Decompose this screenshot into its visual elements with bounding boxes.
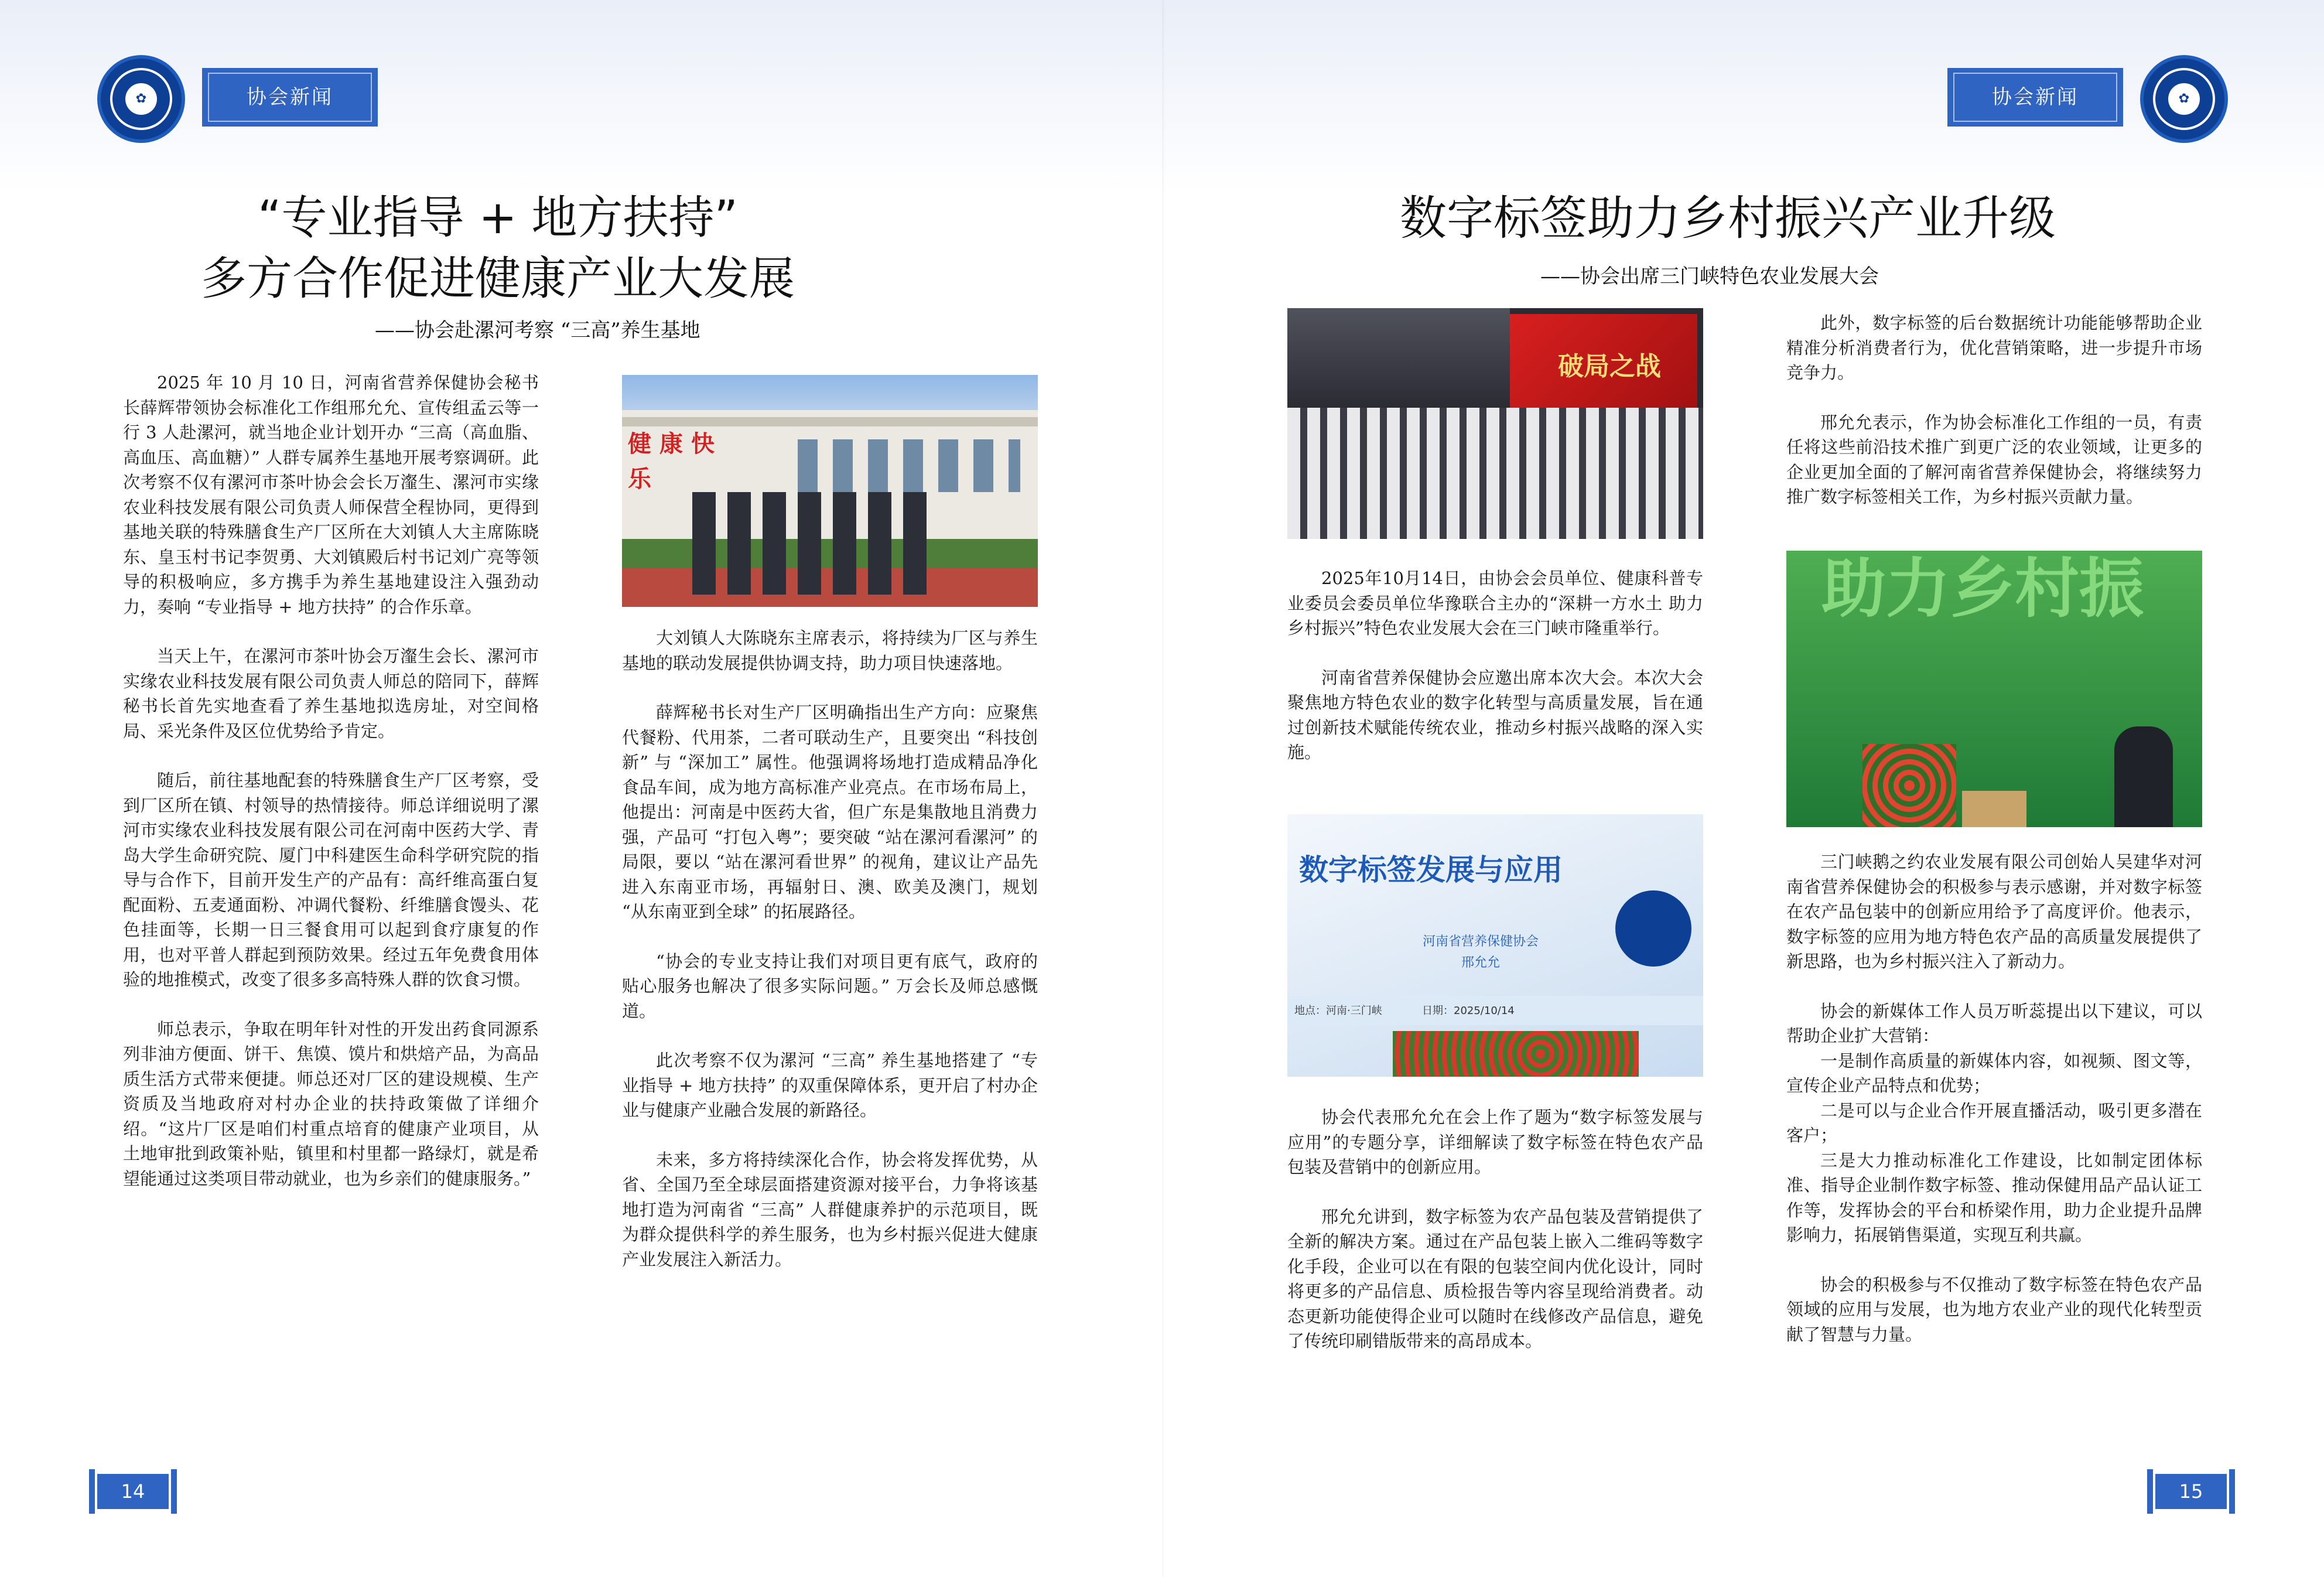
page-spine [1162, 0, 1166, 1577]
body-paragraph: 当天上午，在漯河市茶叶协会万瀣生会长、漯河市实缘农业科技发展有限公司负责人师总的陪同下，薛辉秘书长首先实地查看了养生基地拟选房址，对空间格局、采光条件及区位优势给予肯定。 [123, 646, 539, 741]
slide-place: 地点：河南·三门峡 [1294, 1005, 1382, 1017]
slide-org: 河南省营养保健协会 [1422, 934, 1539, 949]
body-paragraph: 协会的积极参与不仅推动了数字标签在特色农产品领域的应用与发展，也为地方农业产业的现代化转型贡献了智慧与力量。 [1786, 1274, 2202, 1344]
body-paragraph: 此外，数字标签的后台数据统计功能能够帮助企业精准分析消费者行为，优化营销策略，进一步提升市场竞争力。 [1786, 313, 2202, 383]
body-paragraph: 协会代表邢允允在会上作了题为“数字标签发展与应用”的专题分享，详细解读了数字标签在特色农产品包装及营销中的创新应用。 [1287, 1107, 1703, 1177]
body-paragraph: 三门峡鹅之约农业发展有限公司创始人吴建华对河南省营养保健协会的积极参与表示感谢，并对数字标签在农产品包装中的创新应用给予了高度评价。他表示，数字标签的应用为地方特色农产品的高质量发展提供了新思路，也为乡村振兴注入了新动力。 [1786, 852, 2202, 971]
left-article-column-2 [622, 626, 1044, 1296]
logo-mark-icon: ✿ [2178, 91, 2190, 106]
body-paragraph: 2025年10月14日，由协会会员单位、健康科普专业委员会委员单位华豫联合主办的“深耕一方水土 助力乡村振兴”特色农业发展大会在三门峡市隆重举行。 [1287, 568, 1703, 638]
flower-arrangement [1862, 744, 1956, 827]
logo-mark-icon: ✿ [135, 91, 147, 106]
people-group [692, 492, 938, 595]
left-title-line2: 多方合作促进健康产业大发展 [200, 252, 795, 305]
body-paragraph: 邢允允讲到，数字标签为农产品包装及营销提供了全新的解决方案。通过在产品包装上嵌入二维码等数字化手段，企业可以在有限的包装空间内优化设计，同时将更多的产品信息、质检报告等内容呈现给消费者。动态更新功能使得企业可以随时在线修改产品信息，避免了传统印刷错版带来的高昂成本。 [1287, 1206, 1703, 1351]
stage-backdrop-text: 助力乡村振 [1821, 551, 2144, 626]
stage-flowers [1393, 1031, 1639, 1077]
slide-speaker: 邢允允 [1461, 955, 1500, 970]
page-bar [2147, 1469, 2153, 1514]
right-article-subtitle: ——协会出席三门峡特色农业发展大会 [1540, 265, 1879, 288]
photo-group-visit [622, 375, 1038, 607]
body-paragraph: 协会的新媒体工作人员万昕蕊提出以下建议，可以帮助企业扩大营销： [1786, 1001, 2202, 1046]
body-paragraph: 此次考察不仅为漯河 “三高” 养生基地搭建了 “专业指导 + 地方扶持” 的双重保障体系，更开启了村办企业与健康产业融合发展的新路径。 [622, 1050, 1038, 1120]
right-article-column-2-top [1786, 310, 2202, 534]
stage-banner: 破局之战 [1558, 351, 1661, 381]
right-article-column-2-bottom [1786, 849, 2202, 1371]
body-paragraph: 随后，前往基地配套的特殊膳食生产厂区考察，受到厂区所在镇、村领导的热情接待。师总详细说明了漯河市实缘农业科技发展有限公司在河南中医药大学、青岛大学生命研究院、厦门中科建医生命科学研究院的指导与合作下，目前开发生产的产品有：高纤维高蛋白复配面粉、五麦通面粉、冲调代餐粉、纤维膳食馒头、花色挂面等，长期一日三餐食用可以起到食疗康复的作用，也对平普人群起到预防效果。经过五年免费食用体验的地推模式，改变了很多多高特殊人群的饮食习惯。 [123, 770, 539, 989]
hall-ceiling [1287, 308, 1510, 408]
photo-speaker-stage [1786, 551, 2202, 827]
body-paragraph: 三是大力推动标准化工作建设，比如制定团体标准、指导企业制作数字标签、推动保健用品产品认证工作等，发挥协会的平台和桥梁作用，助力企业提升品牌影响力，拓展销售渠道，实现互利共赢。 [1786, 1150, 2202, 1245]
left-article-column-1 [123, 370, 539, 1216]
right-article-column-1-bottom [1287, 1105, 1703, 1378]
section-tab-right: 协会新闻 [1947, 68, 2123, 127]
body-paragraph: 2025 年 10 月 10 日，河南省营养保健协会秘书长薛辉带领协会标准化工作组邢允允、宣传组孟云等一行 3 人赴漯河，就当地企业计划开办 “三高（高血脂、高血压、高血糖）” 人群专属养生基地开展考察调研。此次考察不仅有漯河市茶叶协会会长万瀣生、漯河市实缘农业科技发展有限公司负责人师保营全程协同，更得到基地关联的特殊膳食生产厂区所在大刘镇人大主席陈晓东、皇玉村书记李贺勇、大刘镇殿后村书记刘广亮等领导的积极响应，多方携手为养生基地建设注入强劲动力，奏响 “专业指导 + 地方扶持” 的合作乐章。 [123, 373, 539, 617]
building-windows [798, 439, 1020, 492]
body-paragraph: 河南省营养保健协会应邀出席本次大会。本次大会聚焦地方特色农业的数字化转型与高质量发展，旨在通过创新技术赋能传统农业，推动乡村振兴战略的深入实施。 [1287, 667, 1703, 762]
building-cornice [622, 417, 1038, 426]
page-number-right [2147, 1469, 2235, 1514]
body-paragraph: 一是制作高质量的新媒体内容，如视频、图文等，宣传企业产品特点和优势； [1786, 1050, 2202, 1095]
section-tab-left: 协会新闻 [202, 68, 378, 127]
speaker-figure [2114, 726, 2173, 827]
right-article-title: 数字标签助力乡村振兴产业升级 [1400, 191, 2056, 245]
slide-date: 日期：2025/10/14 [1422, 1005, 1515, 1017]
wall-sign: 健 康 快 乐 [628, 431, 715, 493]
left-article-subtitle: ——协会赴漯河考察 “三高”养生基地 [375, 319, 700, 342]
body-paragraph: 二是可以与企业合作开展直播活动，吸引更多潜在客户； [1786, 1100, 2202, 1145]
photo-presentation-slide [1287, 814, 1703, 1077]
podium [1962, 791, 2026, 827]
page-number-right-text: 15 [2155, 1474, 2227, 1509]
body-paragraph: 薛辉秘书长对生产厂区明确指出生产方向：应聚焦代餐粉、代用茶，二者可联动生产，且要突出 “科技创新” 与 “深加工” 属性。他强调将场地打造成精品净化食品车间，成为地方高标准产业亮点。在市场布局上，他提出：河南是中医药大省，但广东是集散地且消费力强，产品可 “打包入粤”；要突破 “站在漯河看漯河” 的局限，要以 “站在漯河看世界” 的视角，建议让产品先进入东南亚市场，再辐射日、澳、欧美及澳门，规划 “从东南亚到全球” 的拓展路径。 [622, 702, 1044, 921]
association-logo-left [97, 55, 185, 143]
right-article-column-1-top [1287, 566, 1703, 790]
slide-logo [1615, 890, 1691, 967]
page-number-left [89, 1469, 177, 1514]
body-paragraph: 邢允允表示，作为协会标准化工作组的一员，有责任将这些前沿技术推广到更广泛的农业领域，让更多的企业更加全面的了解河南省营养保健协会，将继续努力推广数字标签相关工作，为乡村振兴贡献力量。 [1786, 412, 2202, 507]
page-bar [171, 1469, 177, 1514]
body-paragraph: “协会的专业支持让我们对项目更有底气，政府的贴心服务也解决了很多实际问题。” 万会长及师总感慨道。 [622, 951, 1038, 1021]
audience-rows [1287, 408, 1703, 539]
body-paragraph: 大刘镇人大陈晓东主席表示，将持续为厂区与养生基地的联动发展提供协调支持，助力项目快速落地。 [622, 628, 1038, 673]
page-bar [2229, 1469, 2235, 1514]
body-paragraph: 未来，多方将持续深化合作，协会将发挥优势，从省、全国乃至全球层面搭建资源对接平台，力争将该基地打造为河南省 “三高” 人群健康养护的示范项目，既为群众提供科学的养生服务，也为乡村振兴促进大健康产业发展注入新活力。 [622, 1149, 1038, 1269]
slide-title: 数字标签发展与应用 [1299, 853, 1563, 887]
body-paragraph: 师总表示，争取在明年针对性的开发出药食同源系列非油方便面、饼干、焦馍、馍片和烘焙产品，为高品质生活方式带来便捷。师总还对厂区的建设规模、生产资质及当地政府对村办企业的扶持政策做了详细介绍。“这片厂区是咱们村重点培育的健康产业项目，从土地审批到政策补贴，镇里和村里都一路绿灯，就是希望能通过这类项目带动就业，也为乡亲们的健康服务。” [123, 1019, 539, 1189]
association-logo-right [2140, 55, 2228, 143]
left-title-line1: “专业指导 + 地方扶持” [258, 192, 738, 244]
photo-conference-hall [1287, 308, 1703, 539]
page-number-left-text: 14 [97, 1474, 169, 1509]
left-article-title [176, 187, 820, 309]
page-bar [89, 1469, 95, 1514]
